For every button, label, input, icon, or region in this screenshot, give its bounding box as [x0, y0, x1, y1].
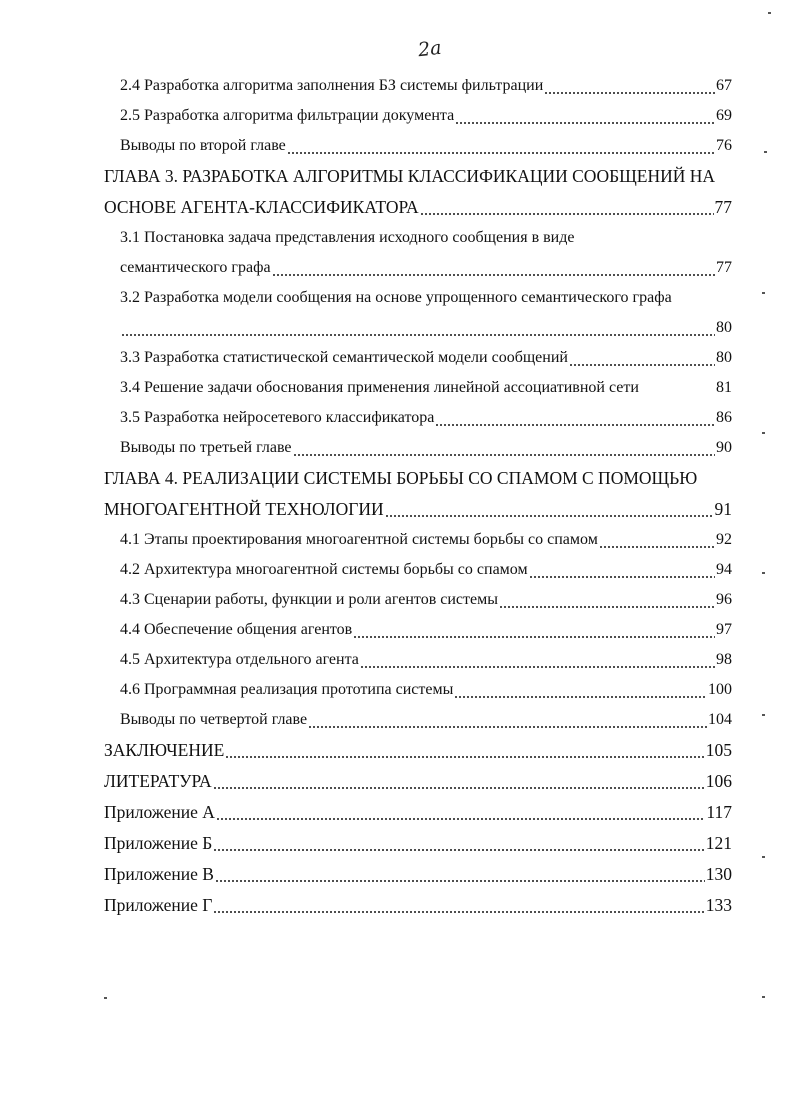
toc-entry-page: 92: [716, 531, 732, 548]
toc-entry-literature: [104, 768, 732, 794]
toc-entry-4-4: [120, 617, 732, 643]
leader-dots: [213, 768, 705, 794]
scan-speck: [104, 997, 107, 999]
toc-entry-page: 81: [716, 379, 732, 396]
toc-entry-page: 86: [716, 409, 732, 426]
leader-dots: [420, 194, 714, 220]
toc-entry-page: 130: [705, 864, 732, 884]
toc-entry-title: 3.3 Разработка статистической семантической модели сообщений: [120, 349, 568, 366]
toc-entry-page: 67: [716, 77, 732, 94]
leader-dots: [272, 255, 715, 281]
toc-entry-title: 4.4 Обеспечение общения агентов: [120, 621, 353, 638]
toc-entry-title: 4.6 Программная реализация прототипа системы: [120, 681, 454, 698]
toc-entry-appendix-a: [104, 799, 732, 825]
toc-entry-title: 3.4 Решение задачи обоснования применения линейной ассоциативной сети: [120, 379, 639, 396]
toc-entry-title: 4.5 Архитектура отдельного агента: [120, 651, 359, 668]
scan-speck: [768, 12, 771, 14]
toc-entry-appendix-g: [104, 892, 732, 918]
toc-entry-conclusions-2: [120, 133, 732, 159]
leader-dots: [308, 707, 707, 733]
leader-dots: [216, 799, 705, 825]
toc-entry-3-2-line1: 3.2 Разработка модели сообщения на основе упрощенного семантического графа: [120, 289, 672, 306]
toc-chapter-4-line1: ГЛАВА 4. РЕАЛИЗАЦИИ СИСТЕМЫ БОРЬБЫ СО СПАМОМ С ПОМОЩЬЮ: [104, 468, 698, 488]
toc-entry-4-1: [120, 527, 732, 553]
toc-chapter-4: [104, 496, 732, 522]
toc-entry-page: 90: [716, 439, 732, 456]
toc-entry-title: 4.1 Этапы проектирования многоагентной системы борьбы со спамом: [120, 531, 598, 548]
toc-entry-title: Приложение Б: [104, 833, 213, 853]
toc-entry-conclusion: [104, 737, 732, 763]
toc-entry-4-5: [120, 647, 732, 673]
toc-entry-page: 94: [716, 561, 732, 578]
toc-entry-title: Выводы по второй главе: [120, 137, 286, 154]
toc-entry-title: 4.3 Сценарии работы, функции и роли агентов системы: [120, 591, 498, 608]
toc-entry-page: 104: [708, 711, 732, 728]
toc-chapter-3-line1: ГЛАВА 3. РАЗРАБОТКА АЛГОРИТМЫ КЛАССИФИКАЦИИ СООБЩЕНИЙ НА: [104, 166, 716, 186]
toc-entry-page: 80: [716, 319, 732, 336]
toc-entry-title: 2.4 Разработка алгоритма заполнения БЗ системы фильтрации: [120, 77, 544, 94]
leader-dots: [569, 345, 715, 371]
scan-speck: [762, 856, 765, 858]
toc-entry-3-1: [120, 255, 732, 281]
toc-entry-page: 133: [705, 895, 732, 915]
toc-entry-page: 117: [706, 802, 732, 822]
scan-speck: [762, 572, 765, 574]
toc-entry-page: 106: [705, 771, 732, 791]
leader-dots: [454, 677, 707, 703]
toc-entry-page: 76: [716, 137, 732, 154]
leader-dots: [499, 587, 715, 613]
scan-speck: [762, 292, 765, 294]
toc-entry-title: МНОГОАГЕНТНОЙ ТЕХНОЛОГИИ: [104, 499, 384, 519]
toc-entry-page: 121: [705, 833, 732, 853]
toc-entry-conclusions-4: [120, 707, 732, 733]
scan-speck: [764, 151, 767, 153]
toc-entry-title: 4.2 Архитектура многоагентной системы борьбы со спамом: [120, 561, 528, 578]
leader-dots: [213, 830, 704, 856]
toc-entry-title: семантического графа: [120, 259, 271, 276]
toc-entry-page: 77: [714, 197, 732, 217]
toc-entry-title: Приложение А: [104, 802, 215, 822]
leader-dots: [213, 892, 704, 918]
toc-entry-appendix-v: [104, 861, 732, 887]
toc-entry-title: ЛИТЕРАТУРА: [104, 771, 212, 791]
toc-entry-page: 105: [705, 740, 732, 760]
leader-dots: [455, 103, 715, 129]
toc-entry-page: 91: [714, 499, 732, 519]
toc-entry-appendix-b: [104, 830, 732, 856]
toc-entry-page: 100: [708, 681, 732, 698]
toc-chapter-3: [104, 194, 732, 220]
toc-entry-3-1-line1: 3.1 Постановка задача представления исходного сообщения в виде: [120, 229, 575, 246]
toc-entry-3-4: [120, 375, 732, 401]
toc-entry-page: 69: [716, 107, 732, 124]
toc-entry-2-5: [120, 103, 732, 129]
toc-entry-conclusions-3: [120, 435, 732, 461]
leader-dots: [385, 496, 714, 522]
toc-entry-3-2: [120, 315, 732, 341]
toc-entry-3-5: [120, 405, 732, 431]
leader-dots: [544, 73, 715, 99]
toc-entry-page: 77: [716, 259, 732, 276]
toc-entry-page: 98: [716, 651, 732, 668]
toc-entry-title: 2.5 Разработка алгоритма фильтрации документа: [120, 107, 455, 124]
toc-entry-title: 3.5 Разработка нейросетевого классификатора: [120, 409, 435, 426]
toc-entry-3-3: [120, 345, 732, 371]
leader-dots: [225, 737, 704, 763]
toc-entry-page: 97: [716, 621, 732, 638]
toc-entry-title: Выводы по четвертой главе: [120, 711, 308, 728]
leader-dots: [353, 617, 715, 643]
handwritten-page-number: 2a: [416, 36, 443, 62]
toc-entry-4-6: [120, 677, 732, 703]
toc-entry-title: Приложение Г: [104, 895, 213, 915]
scan-speck: [762, 996, 765, 998]
leader-dots: [360, 647, 715, 673]
leader-dots: [287, 133, 715, 159]
scan-speck: [762, 714, 765, 716]
leader-dots: [293, 435, 716, 461]
toc-entry-page: 80: [716, 349, 732, 366]
toc-entry-title: ОСНОВЕ АГЕНТА-КЛАССИФИКАТОРА: [104, 197, 419, 217]
toc-entry-page: 96: [716, 591, 732, 608]
leader-dots: [121, 315, 715, 341]
leader-dots: [529, 557, 715, 583]
toc-entry-2-4: [120, 73, 732, 99]
scan-speck: [762, 432, 765, 434]
toc-entry-title: ЗАКЛЮЧЕНИЕ: [104, 740, 225, 760]
leader-dots: [215, 861, 705, 887]
leader-dots: [599, 527, 715, 553]
toc-entry-4-3: [120, 587, 732, 613]
toc-entry-4-2: [120, 557, 732, 583]
toc-entry-title: Приложение В: [104, 864, 214, 884]
toc-entry-title: Выводы по третьей главе: [120, 439, 292, 456]
leader-dots: [435, 405, 715, 431]
